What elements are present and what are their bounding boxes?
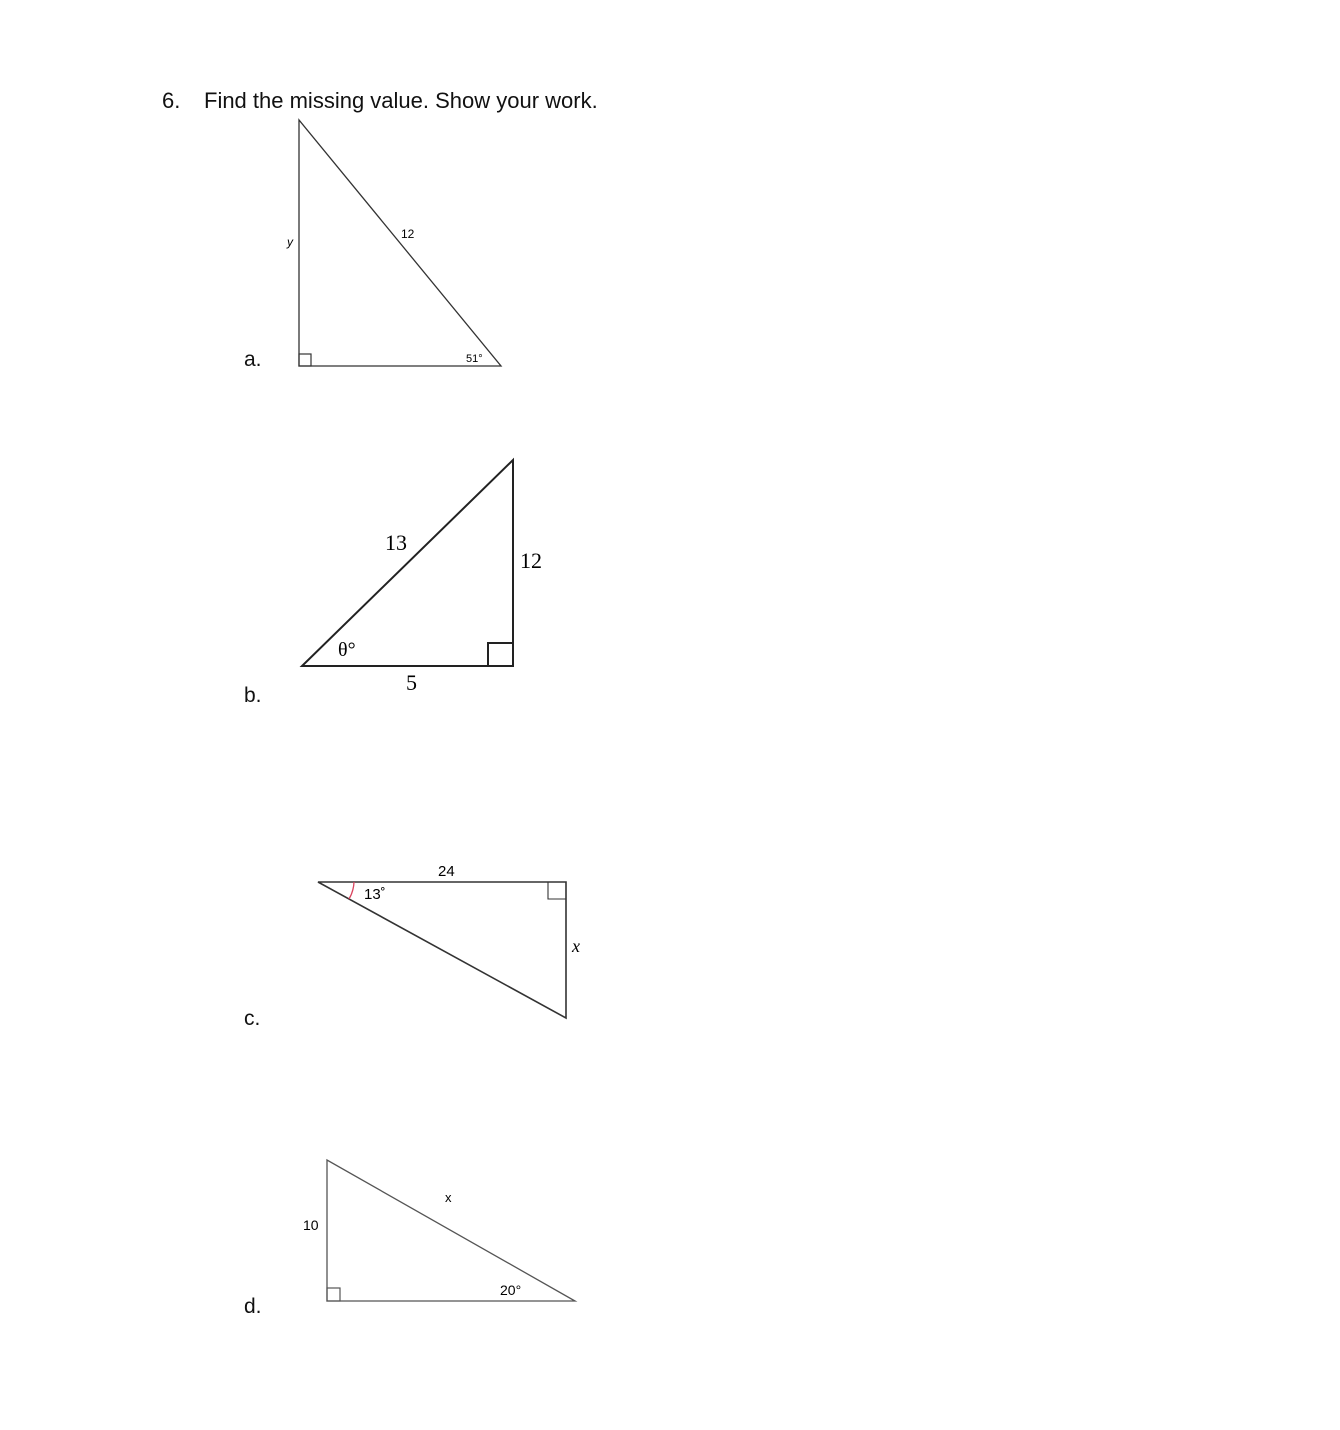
right-angle-mark-d bbox=[327, 1288, 340, 1301]
hypotenuse-label-d: x bbox=[445, 1190, 452, 1205]
triangle-b bbox=[302, 460, 542, 695]
triangle-d bbox=[303, 1160, 575, 1301]
side-label-x-c: x bbox=[572, 936, 580, 956]
angle-label-d: 20° bbox=[500, 1282, 522, 1298]
right-angle-mark-c bbox=[548, 882, 566, 899]
side-label-y: y bbox=[287, 235, 293, 249]
part-c-label: c. bbox=[244, 1007, 261, 1030]
part-d-label: d. bbox=[244, 1295, 262, 1318]
triangle-c-outline bbox=[318, 882, 566, 1018]
top-label-c: 24 bbox=[438, 863, 455, 880]
base-label-b: 5 bbox=[406, 670, 417, 695]
angle-arc-c bbox=[349, 882, 354, 899]
vertical-label-d: 10 bbox=[303, 1217, 319, 1233]
question-number: 6. bbox=[162, 88, 181, 113]
part-a-label: a. bbox=[244, 348, 262, 371]
right-angle-mark-b bbox=[488, 643, 513, 666]
vertical-label-b: 12 bbox=[520, 548, 542, 573]
angle-label-c: 13˚ bbox=[364, 886, 386, 903]
triangle-d-outline bbox=[327, 1160, 575, 1301]
angle-label-a: 51° bbox=[466, 353, 483, 365]
triangle-b-outline bbox=[302, 460, 513, 666]
part-b-label: b. bbox=[244, 684, 262, 707]
triangle-a-outline bbox=[299, 120, 501, 366]
question-prompt: Find the missing value. Show your work. bbox=[204, 88, 598, 113]
angle-label-b: θ° bbox=[338, 639, 356, 661]
hypotenuse-label-b: 13 bbox=[385, 530, 407, 555]
hypotenuse-label-a: 12 bbox=[401, 227, 415, 241]
triangle-c bbox=[318, 863, 580, 1018]
triangle-a bbox=[286, 120, 501, 366]
right-angle-mark-a bbox=[299, 354, 311, 366]
